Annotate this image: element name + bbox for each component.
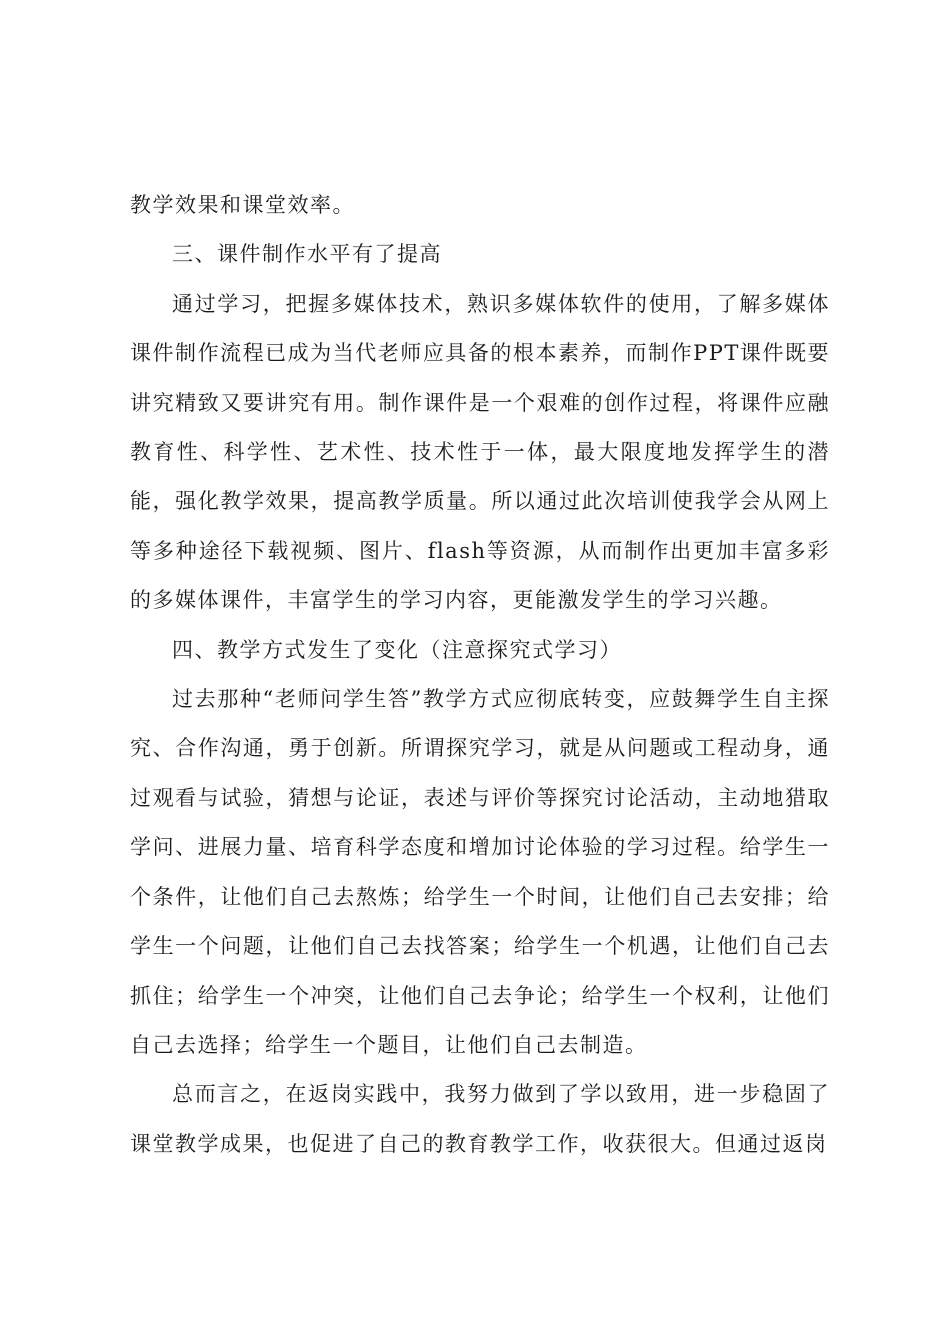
section-heading-4: 四、教学方式发生了变化（注意探究式学习） [172,637,622,662]
paragraph-continuation: 教学效果和课堂效率。 [130,193,355,217]
section-heading-3: 三、课件制作水平有了提高 [172,242,442,267]
paragraph-summary: 总而言之，在返岗实践中，我努力做到了学以致用，进一步稳固了课堂教学成果，也促进了自己的教育教学工作，收获很大。但通过返岗 [130,1082,830,1156]
document-body [130,181,830,1169]
paragraph-courseware: 通过学习，把握多媒体技术，熟识多媒体软件的使用，了解多媒体课件制作流程已成为当代老师应具备的根本素养，而制作PPT课件既要讲究精致又要讲究有用。制作课件是一个艰难的创作过程，将课件应融教育性、科学性、艺术性、技术性于一体，最大限度地发挥学生的潜能，强化教学效果，提高教学质量。所以通过此次培训使我学会从网上等多种途径下载视频、图片、flash等资源，从而制作出更加丰富多彩的多媒体课件，丰富学生的学习内容，更能激发学生的学习兴趣。 [130,291,830,613]
paragraph-inquiry-learning: 过去那种“老师问学生答”教学方式应彻底转变，应鼓舞学生自主探究、合作沟通，勇于创新。所谓探究学习，就是从问题或工程动身，通过观看与试验，猜想与论证，表述与评价等探究讨论活动，主动地猎取学问、进展力量、培育科学态度和增加讨论体验的学习过程。给学生一个条件，让他们自己去熬炼；给学生一个时间，让他们自己去安排；给学生一个问题，让他们自己去找答案；给学生一个机遇，让他们自己去抓住；给学生一个冲突，让他们自己去争论；给学生一个权利，让他们自己去选择；给学生一个题目，让他们自己去制造。 [130,687,830,1057]
